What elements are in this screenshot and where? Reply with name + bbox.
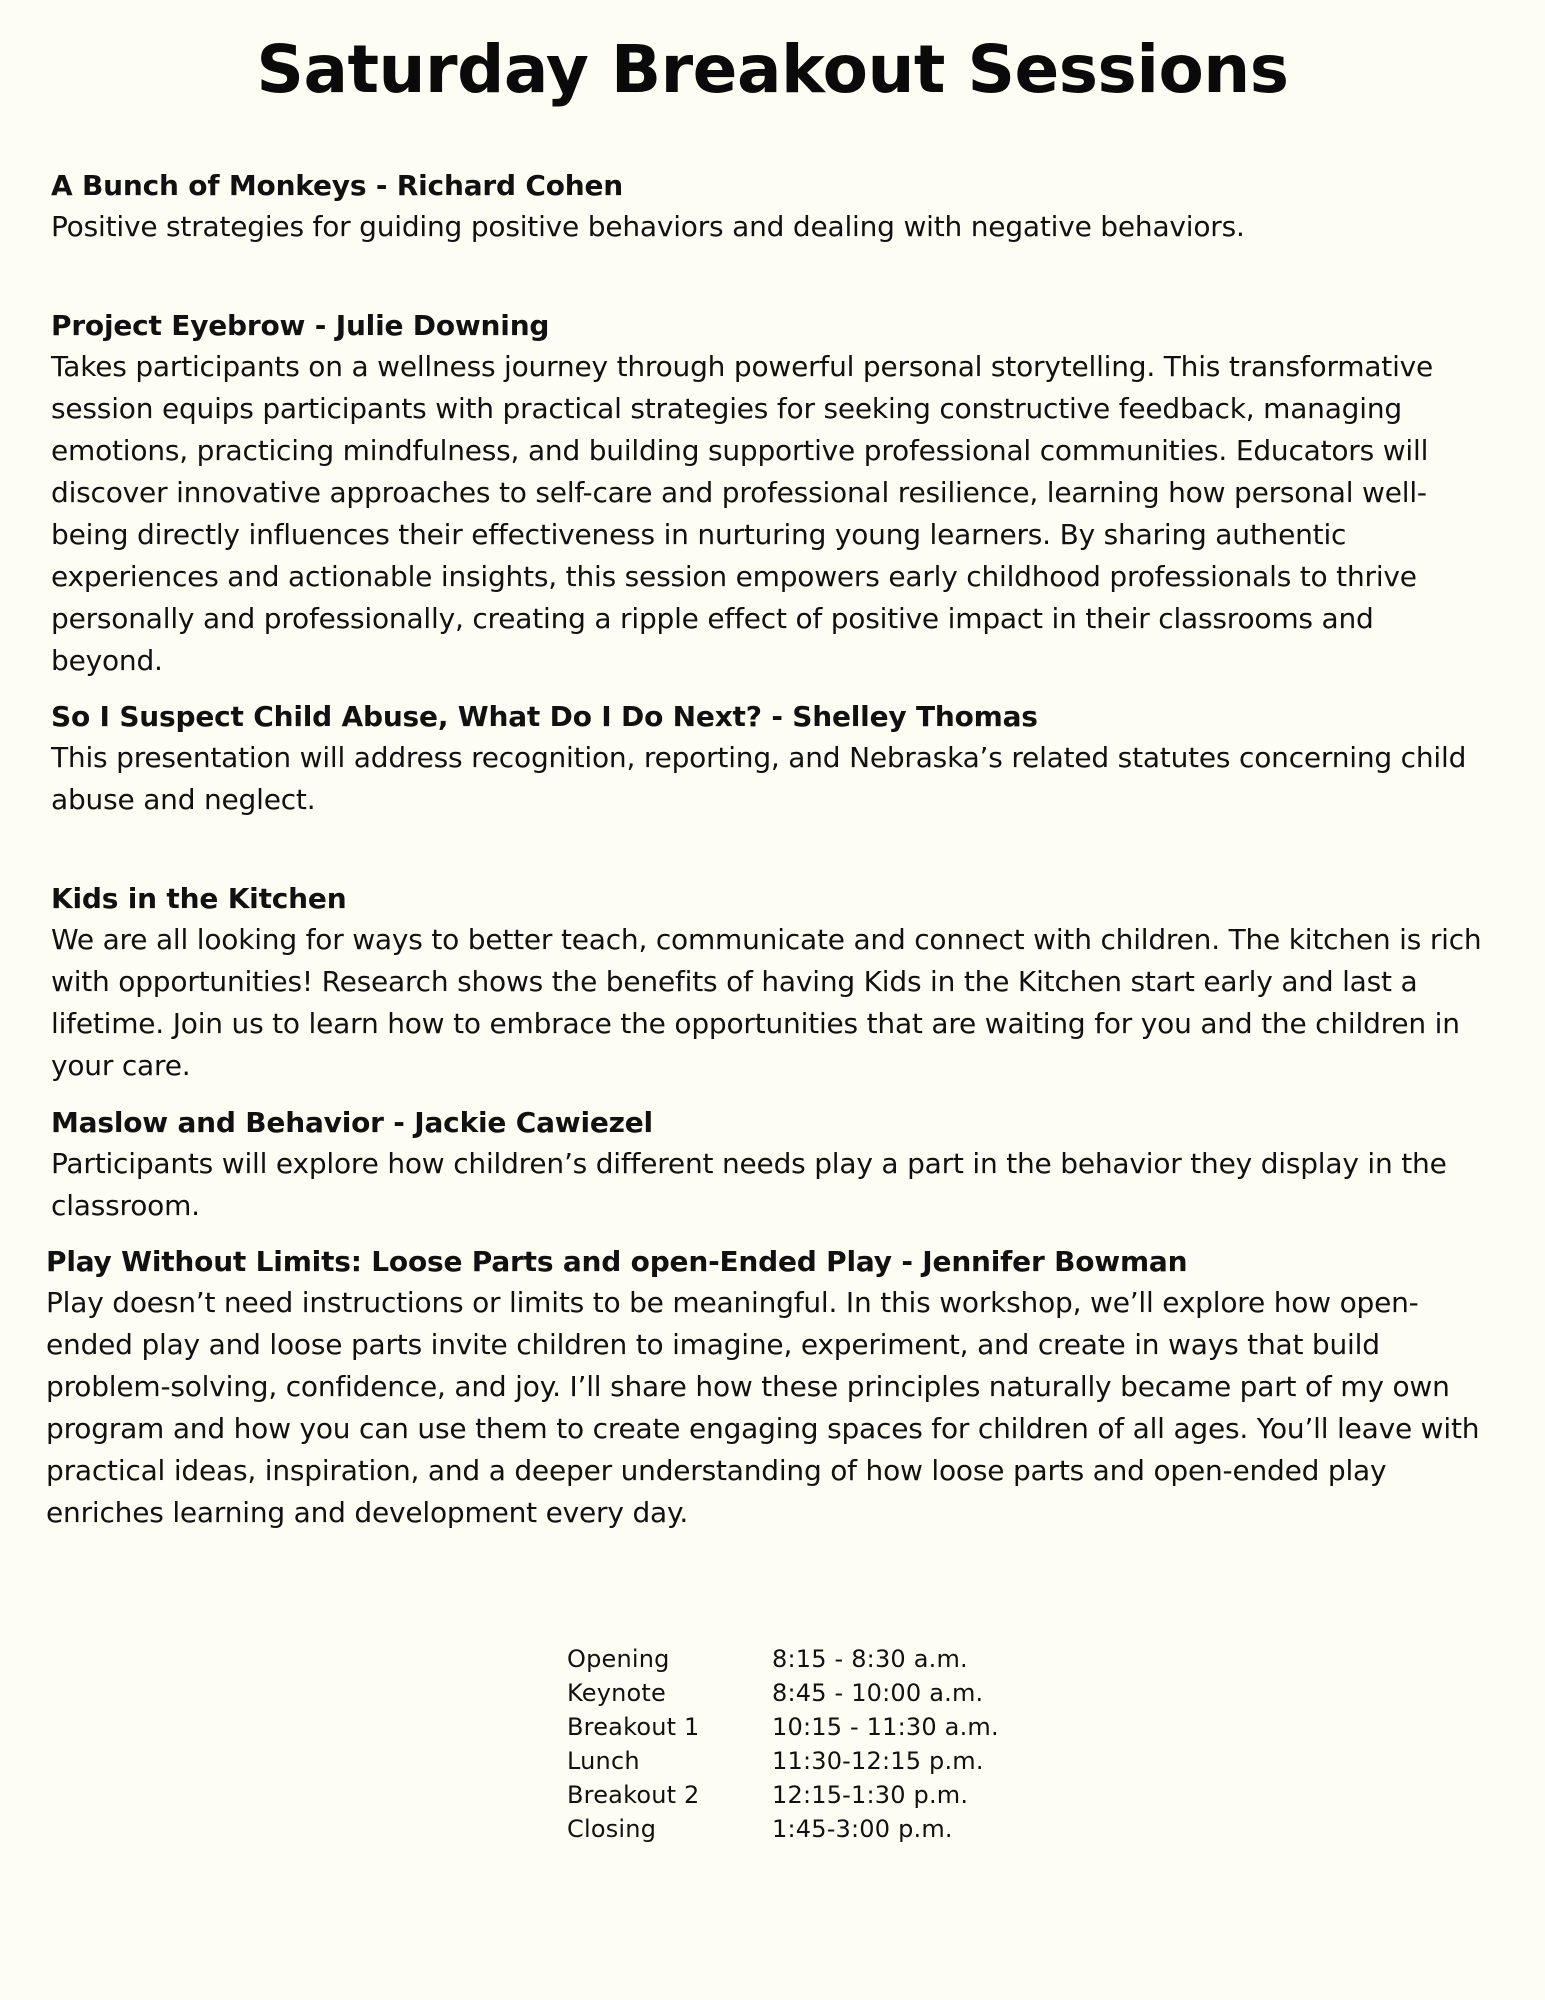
page-title: Saturday Breakout Sessions	[256, 31, 1289, 108]
schedule-time: 8:15 - 8:30 a.m.	[772, 1645, 968, 1673]
schedule-label: Lunch	[567, 1747, 640, 1775]
schedule-label: Opening	[567, 1645, 670, 1673]
schedule-row	[567, 1778, 1167, 1812]
schedule-label: Breakout 2	[567, 1781, 700, 1809]
schedule-row	[567, 1710, 1167, 1744]
schedule-time: 11:30-12:15 p.m.	[772, 1747, 984, 1775]
session-kids-in-kitchen	[51, 879, 1491, 1087]
session-title: Play Without Limits: Loose Parts and open-Ended Play - Jennifer Bowman	[46, 1245, 1188, 1278]
schedule-row	[567, 1676, 1167, 1710]
schedule-time: 10:15 - 11:30 a.m.	[772, 1713, 999, 1741]
session-title: Kids in the Kitchen	[51, 882, 347, 915]
session-description: Takes participants on a wellness journey through powerful personal storytelling. This transformative session equips participants with practical strategies for seeking constructive feedback, managing emotions, practicing mindfulness, and building supportive professional communities. Educators will discover innovative approaches to self-care and professional resilience, learning how personal well-being directly influences their effectiveness in nurturing young learners. By sharing authentic experiences and actionable insights, this session empowers early childhood professionals to thrive personally and professionally, creating a ripple effect of positive impact in their classrooms and beyond.	[51, 350, 1434, 677]
session-description: We are all looking for ways to better teach, communicate and connect with children. The kitchen is rich with opportunities! Research shows the benefits of having Kids in the Kitchen start early and last a lifetime. Join us to learn how to embrace the opportunities that are waiting for you and the children in your care.	[51, 923, 1482, 1082]
schedule-label: Keynote	[567, 1679, 666, 1707]
session-description: This presentation will address recognition, reporting, and Nebraska’s related statutes concerning child abuse and neglect.	[51, 741, 1467, 816]
schedule-time: 8:45 - 10:00 a.m.	[772, 1679, 984, 1707]
session-description: Play doesn’t need instructions or limits to be meaningful. In this workshop, we’ll explore how open-ended play and loose parts invite children to imagine, experiment, and create in ways that build problem-solving, confidence, and joy. I’ll share how these principles naturally became part of my own program and how you can use them to create engaging spaces for children of all ages. You’ll leave with practical ideas, inspiration, and a deeper understanding of how loose parts and open-ended play enriches learning and development every day.	[46, 1286, 1480, 1529]
session-monkeys	[51, 166, 1491, 248]
schedule-time: 12:15-1:30 p.m.	[772, 1781, 969, 1809]
session-title: A Bunch of Monkeys - Richard Cohen	[51, 169, 624, 202]
schedule-label: Closing	[567, 1815, 657, 1843]
session-description: Participants will explore how children’s different needs play a part in the behavior they display in the classroom.	[51, 1147, 1447, 1222]
session-child-abuse	[51, 697, 1491, 821]
schedule-row	[567, 1744, 1167, 1778]
session-title: So I Suspect Child Abuse, What Do I Do Next? - Shelley Thomas	[51, 700, 1038, 733]
schedule-time: 1:45-3:00 p.m.	[772, 1815, 953, 1843]
schedule-row	[567, 1642, 1167, 1676]
session-title: Project Eyebrow - Julie Downing	[51, 309, 550, 342]
session-maslow	[51, 1103, 1491, 1227]
session-title: Maslow and Behavior - Jackie Cawiezel	[51, 1106, 653, 1139]
schedule-row	[567, 1812, 1167, 1846]
schedule-label: Breakout 1	[567, 1713, 700, 1741]
session-project-eyebrow	[51, 306, 1491, 682]
session-description: Positive strategies for guiding positive behaviors and dealing with negative behaviors.	[51, 210, 1245, 243]
session-play-without-limits	[46, 1242, 1491, 1534]
schedule-table	[567, 1642, 1167, 1846]
